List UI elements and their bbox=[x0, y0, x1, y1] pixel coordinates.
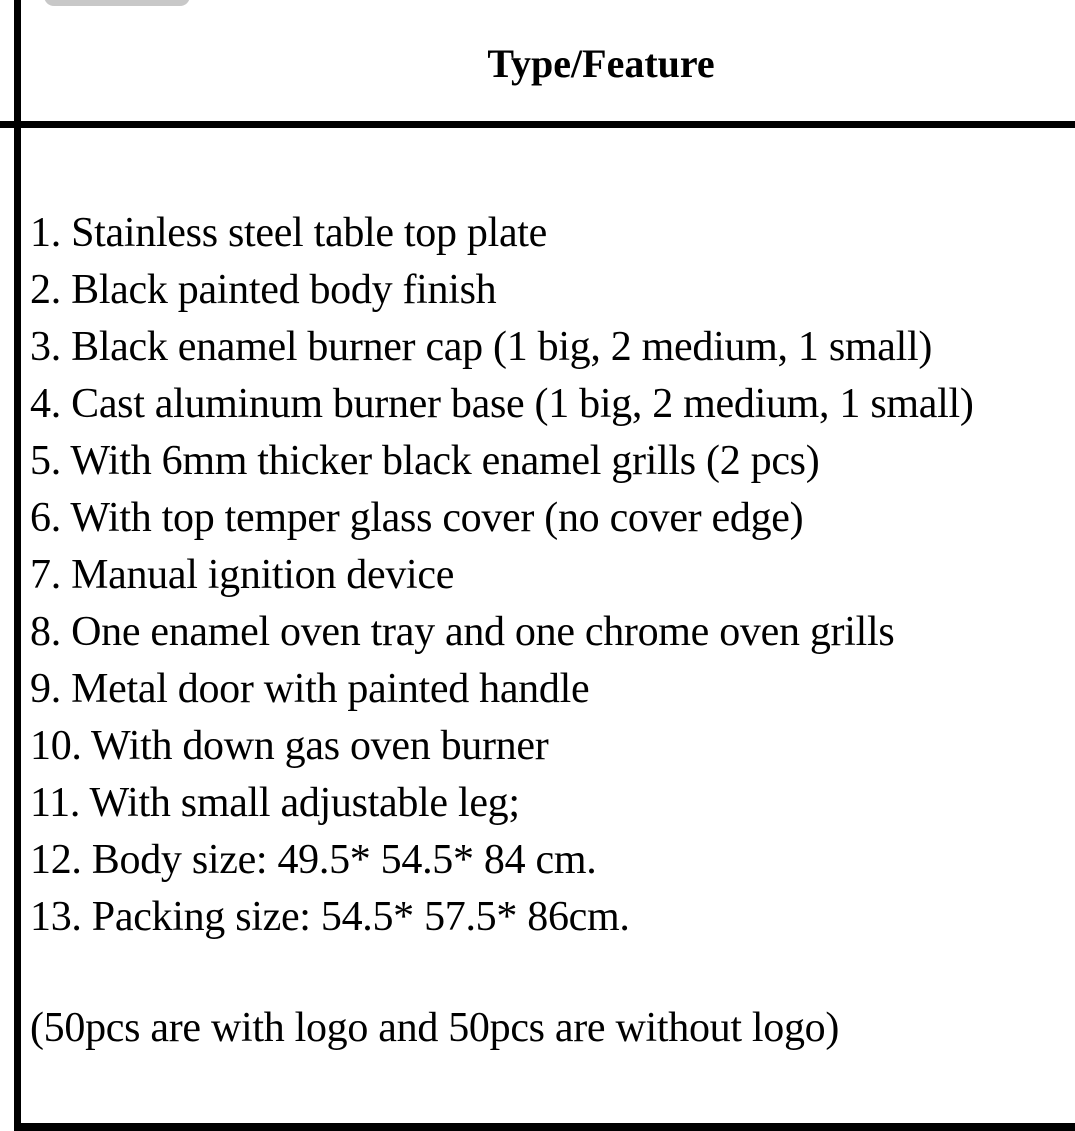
header-divider bbox=[0, 121, 1075, 128]
logo-note: (50pcs are with logo and 50pcs are without logo) bbox=[30, 1005, 840, 1051]
feature-item: 5. With 6mm thicker black enamel grills (2 pcs) bbox=[30, 438, 820, 484]
feature-item: 13. Packing size: 54.5* 57.5* 86cm. bbox=[30, 894, 630, 940]
feature-item: 12. Body size: 49.5* 54.5* 84 cm. bbox=[30, 837, 597, 883]
feature-list bbox=[30, 205, 974, 946]
feature-item: 11. With small adjustable leg; bbox=[30, 780, 520, 826]
feature-item: 2. Black painted body finish bbox=[30, 267, 497, 313]
feature-item: 7. Manual ignition device bbox=[30, 552, 455, 598]
header-title: Type/Feature bbox=[487, 40, 715, 86]
feature-item: 1. Stainless steel table top plate bbox=[30, 210, 548, 256]
feature-item: 4. Cast aluminum burner base (1 big, 2 medium, 1 small) bbox=[30, 381, 974, 427]
table-bottom-border bbox=[14, 1123, 1075, 1131]
feature-item: 10. With down gas oven burner bbox=[30, 723, 549, 769]
feature-item: 6. With top temper glass cover (no cover edge) bbox=[30, 495, 804, 541]
table-left-border bbox=[14, 0, 21, 1131]
feature-item: 9. Metal door with painted handle bbox=[30, 666, 590, 712]
feature-item: 8. One enamel oven tray and one chrome oven grills bbox=[30, 609, 895, 655]
table-header-cell bbox=[21, 0, 1075, 121]
feature-item: 3. Black enamel burner cap (1 big, 2 medium, 1 small) bbox=[30, 324, 933, 370]
